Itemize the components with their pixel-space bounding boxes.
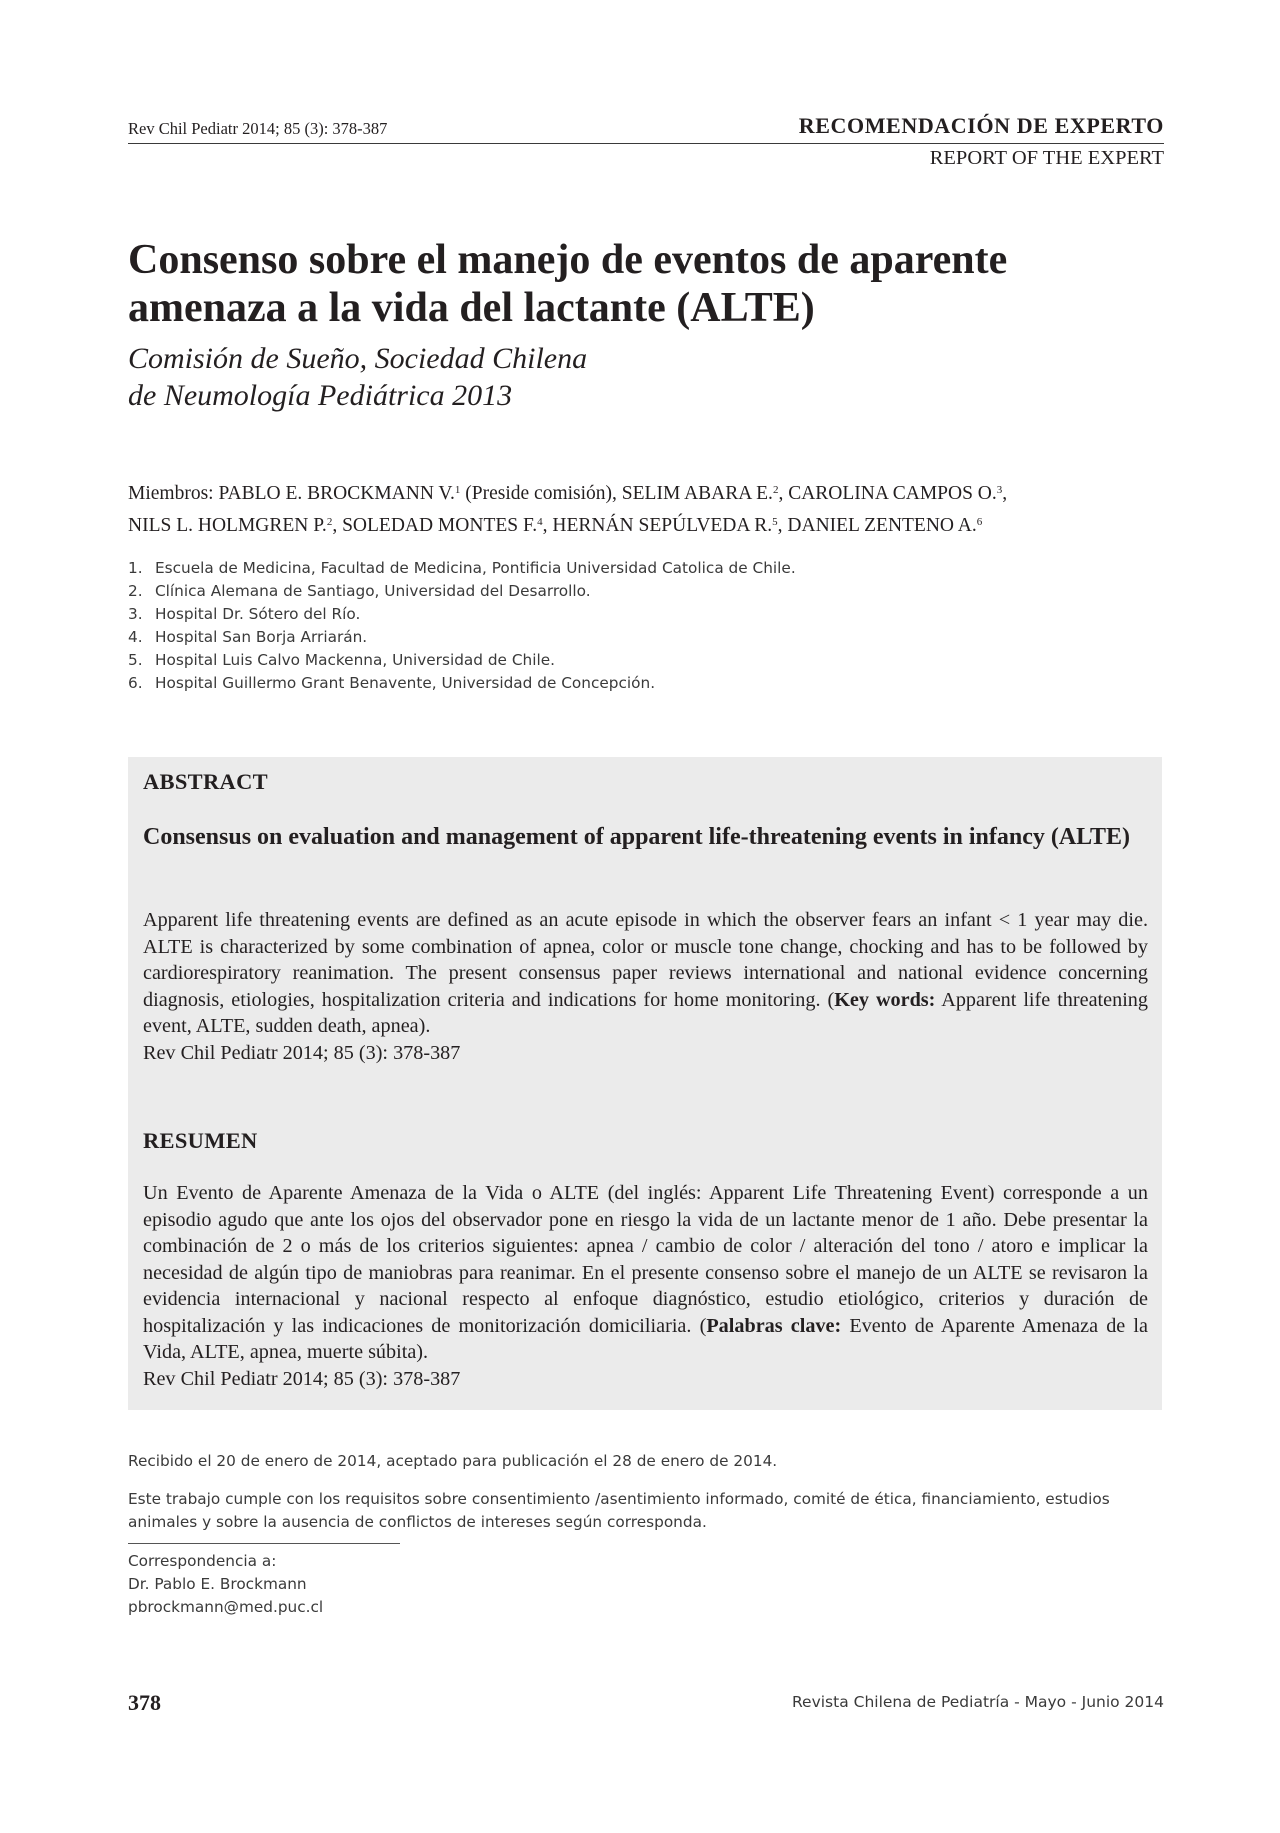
affiliation-item xyxy=(128,580,1168,603)
affiliation-number: 2. xyxy=(128,582,143,600)
keywords-text: Evento de Aparente Amenaza de la Vida, ALTE, apnea, muerte súbita). xyxy=(143,1314,1148,1363)
abstract-heading: ABSTRACT xyxy=(143,769,268,794)
author xyxy=(552,515,787,536)
authors-prefix: Miembros: xyxy=(128,483,219,504)
author-affiliation-number: 6 xyxy=(976,516,983,528)
article-title-line: amenaza a la vida del lactante (ALTE) xyxy=(128,285,815,331)
author-affiliation-number: 2 xyxy=(772,484,779,496)
author xyxy=(128,515,342,536)
keywords-open: ( xyxy=(699,1314,707,1337)
abstract-text xyxy=(143,907,1148,1066)
article-subtitle xyxy=(128,340,1028,414)
section-label: RECOMENDACIÓN DE EXPERTO xyxy=(798,113,1164,138)
article-subtitle-line: de Neumología Pediátrica 2013 xyxy=(128,379,513,412)
affiliation-text: Clínica Alemana de Santiago, Universidad del Desarrollo. xyxy=(155,582,591,600)
header-rule xyxy=(128,143,1164,144)
abstract-reference: Rev Chil Pediatr 2014; 85 (3): 378-387 xyxy=(143,1041,461,1064)
author-suffix: (Preside comisión), xyxy=(460,483,622,504)
received-note: Recibido el 20 de enero de 2014, aceptado para publicación el 28 de enero de 2014. xyxy=(128,1452,778,1470)
author-name: SOLEDAD MONTES F. xyxy=(342,515,538,536)
author-suffix: , xyxy=(778,483,789,504)
affiliation-text: Hospital San Borja Arriarán. xyxy=(155,628,368,646)
article-title xyxy=(128,236,1168,332)
correspondence-name: Dr. Pablo E. Brockmann xyxy=(128,1575,307,1593)
author-list xyxy=(128,476,1168,540)
keywords-label: Key words: xyxy=(834,988,936,1011)
article-subtitle-line: Comisión de Sueño, Sociedad Chilena xyxy=(128,342,588,375)
article-title-line: Consenso sobre el manejo de eventos de aparente xyxy=(128,237,1008,283)
author-affiliation-number: 1 xyxy=(454,484,461,496)
affiliation-number: 3. xyxy=(128,605,143,623)
author-suffix: , xyxy=(1002,483,1008,504)
author xyxy=(342,515,552,536)
affiliation-item xyxy=(128,626,1168,649)
correspondence-email: pbrockmann@med.puc.cl xyxy=(128,1598,324,1616)
keywords-text: Apparent life threatening event, ALTE, sudden death, apnea). xyxy=(143,988,1148,1037)
abstract-english-title: Consensus on evaluation and management of apparent life-threatening events in infancy (ALTE) xyxy=(143,824,1130,850)
affiliation-text: Hospital Dr. Sótero del Río. xyxy=(155,605,361,623)
author-affiliation-number: 2 xyxy=(326,516,333,528)
ethics-note: Este trabajo cumple con los requisitos sobre consentimiento /asentimiento informado, comité de ética, financiamiento, estudios animales y sobre la ausencia de conflictos de intereses según corresponda. xyxy=(128,1490,1110,1531)
author-affiliation-number: 3 xyxy=(996,484,1003,496)
abstract-box xyxy=(128,757,1162,1410)
author-affiliation-number: 5 xyxy=(772,516,778,528)
author-suffix: , xyxy=(777,515,788,536)
keywords-open: ( xyxy=(827,988,835,1011)
page-number: 378 xyxy=(128,1690,161,1715)
author-name: CAROLINA CAMPOS O. xyxy=(788,483,997,504)
running-head: Rev Chil Pediatr 2014; 85 (3): 378-387 xyxy=(128,119,388,138)
affiliation-item xyxy=(128,672,1168,695)
author xyxy=(218,483,621,504)
affiliation-number: 1. xyxy=(128,559,143,577)
journal-footer: Revista Chilena de Pediatría - Mayo - Junio 2014 xyxy=(791,1693,1164,1711)
section-label-english: REPORT OF THE EXPERT xyxy=(929,147,1164,169)
affiliation-text: Escuela de Medicina, Facultad de Medicina, Pontificia Universidad Catolica de Chile. xyxy=(155,559,796,577)
author-suffix: , xyxy=(542,515,553,536)
affiliation-list xyxy=(128,557,1168,695)
author xyxy=(622,483,788,504)
author-name: NILS L. HOLMGREN P. xyxy=(128,515,327,536)
affiliation-number: 6. xyxy=(128,674,143,692)
resumen-heading: RESUMEN xyxy=(143,1128,258,1153)
author xyxy=(787,515,982,536)
resumen-text xyxy=(143,1180,1148,1392)
author-name: PABLO E. BROCKMANN V. xyxy=(218,483,455,504)
author-name: DANIEL ZENTENO A. xyxy=(787,515,977,536)
abstract-body: Apparent life threatening events are defined as an acute episode in which the observer fears an infant < 1 year may die. ALTE is characterized by some combination of apnea, color or muscle tone change, chocking and has to be followed by cardiorespiratory reanimation. The present consensus paper reviews international and national evidence concerning diagnosis, etiologies, hospitalization criteria and indications for home monitoring. xyxy=(143,909,1148,1011)
affiliation-number: 4. xyxy=(128,628,143,646)
author-affiliation-number: 4 xyxy=(537,516,543,528)
resumen-body: Un Evento de Aparente Amenaza de la Vida o ALTE (del inglés: Apparent Life Threatening Event) corresponde a un episodio agudo que ante los ojos del observador pone en riesgo la vida de un lactante menor de 1 año. Debe presentar la combinación de 2 o más de los criterios siguientes: apnea / cambio de color / alteración del tono / atoro e implicar la necesidad de algún tipo de maniobras para reanimar. En el presente consenso sobre el manejo de un ALTE se revisaron la evidencia internacional y nacional respecto al enfoque diagnóstico, estudio etiológico, criterios y duración de hospitalización y las indicaciones de monitorización domiciliaria. xyxy=(143,1182,1148,1337)
affiliation-number: 5. xyxy=(128,651,143,669)
author-suffix: , xyxy=(332,515,343,536)
correspondence-label: Correspondencia a: xyxy=(128,1552,277,1570)
affiliation-item xyxy=(128,557,1168,580)
affiliation-text: Hospital Guillermo Grant Benavente, Universidad de Concepción. xyxy=(155,674,656,692)
author-name: SELIM ABARA E. xyxy=(621,483,773,504)
affiliation-item xyxy=(128,649,1168,672)
affiliation-item xyxy=(128,603,1168,626)
correspondence-block xyxy=(128,1550,1168,1619)
author-name: HERNÁN SEPÚLVEDA R. xyxy=(552,515,773,536)
resumen-reference: Rev Chil Pediatr 2014; 85 (3): 378-387 xyxy=(143,1367,461,1390)
keywords-label: Palabras clave: xyxy=(706,1314,842,1337)
correspondence-rule xyxy=(128,1543,400,1544)
affiliation-text: Hospital Luis Calvo Mackenna, Universidad de Chile. xyxy=(155,651,555,669)
author xyxy=(788,483,1007,504)
